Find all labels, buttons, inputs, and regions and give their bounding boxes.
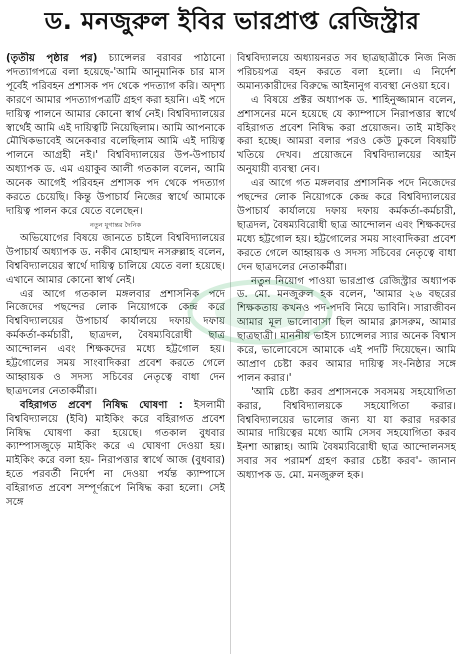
paragraph-text: চ্যান্সেলর বরাবর পাঠানো পদত্যাগপত্রে বলা হয়েছে-'আমি আনুমানিক চার মাস পূর্বেই পরিবহন প্রশাসক পদ থেকে পদত্যাগ করি। অদৃশ্য কারণে আমার পদত্যাগপত্রটি গ্রহণ করা হয়নি। এই পদে দায়িত্ব পালনে আমার কোনো স্বার্থ নেই। বিশ্ববিদ্যালয়ের স্বার্থেই আমি এই দায়িত্বটি নিয়েছিলাম। আমি আপনাকে মৌখিকভাবেই অনেকবার বলেছিলাম আমি এই দায়িত্ব পালনে আগ্রহী নই।' বিশ্ববিদ্যালয়ের উপ-উপাচার্য অধ্যাপক ড. এম এয়াকুব আলী গতকাল বলেন, আমি অনেক আগেই পরিবহন প্রশাসক পদ থেকে পদত্যাগ করতে চেয়েছি। কিন্তু উপাচার্য নিজের স্বার্থে আমাকে দায়িত্ব পালন করে যেতে বলেছেন। [6, 53, 225, 217]
continuation-marker: (তৃতীয় পৃষ্ঠার পর) [6, 53, 98, 64]
paragraph: অভিযোগের বিষয়ে জানতে চাইলে বিশ্ববিদ্যালয়ের উপাচার্য অধ্যাপক ড. নকীব মোহাম্মদ নসরুল্লাহ বলেন, বিশ্ববিদ্যালয়ের স্বার্থে দায়িত্ব চালিয়ে যেতে বলা হয়েছে। এখানে আমার কোনো স্বার্থ নেই। [6, 232, 225, 286]
paragraph: 'আমি চেষ্টা করব প্রশাসনকে সবসময় সহযোগিতা করার, বিশ্ববিদ্যালয়কে সহযোগিতা করার। বিশ্ববিদ্যালয়ের ভালোর জন্য যা যা করার দরকার আমার দায়িত্বের মধ্যে আমি সেসব সহযোগিতা করব ইনশা আল্লাহ। আমি বৈষম্যবিরোধী ছাত্র আন্দোলনসহ সবার সব পরামর্শ গ্রহণ করার চেষ্টা করব'- জানান অধ্যাপক ড. মো. মনজুরুল হক। [237, 386, 456, 482]
subheading: বহিরাগত প্রবেশ নিষিদ্ধ ঘোষণা : [20, 399, 183, 411]
image-credit: নতুন যুগান্তর দৈনিক [89, 220, 142, 229]
paragraph [6, 52, 225, 219]
headline: ড. মনজুরুল ইবির ভারপ্রাপ্ত রেজিস্ট্রার [44, 7, 420, 35]
paragraph: নতুন নিয়োগ পাওয়া ভারপ্রাপ্ত রেজিস্ট্রার অধ্যাপক ড. মো. মনজুরুল হক বলেন, 'আমার ২৬ বছরের শিক্ষকতায় কখনও পদ-পদবি নিয়ে ভাবিনি। সারাজীবন আমার মূল ভালোবাসা ছিল আমার ক্লাসরুম, আমার ছাত্রছাত্রী। মাননীয় ভাইস চ্যান্সেলর স্যার অনেক বিশ্বাস করে, ভালোবেসে আমাকে এই পদটি দিয়েছেন। আমি আপ্রাণ চেষ্টা করব আমার দায়িত্ব সং-নিষ্ঠার সঙ্গে পালন করার।' [237, 275, 456, 384]
article-column-right [237, 52, 456, 656]
column-divider [230, 54, 231, 654]
paragraph: বিশ্ববিদ্যালয়ে অধ্যায়নরত সব ছাত্রছাত্রীকে নিজ নিজ পরিচয়পত্র বহন করতে বলা হলো। এ নির্দেশ অমান্যকারীদের বিরুদ্ধে আইনানুগ ব্যবস্থা নেওয়া হবে। [237, 53, 456, 92]
paragraph [6, 399, 225, 510]
paragraph: এর আগে গতকাল মঙ্গলবার প্রশাসনিক পদে নিজেদের পছন্দের লোক নিয়োগকে কেন্দ্র করে বিশ্ববিদ্যালয়ের উপাচার্য কার্যালয়ে দফায় দফায় কর্মকর্তা-কর্মচারী, ছাত্রদল, বৈষম্যবিরোধী ছাত্র আন্দোলন এবং শিক্ষকদের মধ্যে হট্টগোল হয়। হট্টগোলের সময় সাংবাদিকরা প্রবেশ করতে গেলে আহ্বায়ক ও সদস্য সচিবের নেতৃত্বে বাধা দেন ছাত্রদলের নেতাকর্মীরা। [6, 288, 225, 397]
paragraph: এ বিষয়ে প্রক্টর অধ্যাপক ড. শাহিনুজ্জামান বলেন, প্রশাসনের মনে হয়েছে যে ক্যাম্পাসে নিরাপত্তার স্বার্থে বহিরাগত প্রবেশ নিষিদ্ধ করা প্রয়োজন। তাই মাইকিং করা হচ্ছে। আমরা বলার পরও কেউ ঢুকলে বিষয়টি খতিয়ে দেখব। প্রয়োজনে বিশ্ববিদ্যালয়ের আইন অনুযায়ী ব্যবস্থা নেব। [237, 94, 456, 176]
paragraph: এর আগে গত মঙ্গলবার প্রশাসনিক পদে নিজেদের পছন্দের লোক নিয়োগকে কেন্দ্র করে বিশ্ববিদ্যালয়ের উপাচার্য কার্যালয়ে দফায় দফায় কর্মকর্তা-কর্মচারী, ছাত্রদল, বৈষম্যবিরোধী ছাত্র আন্দোলন এবং শিক্ষকদের মধ্যে হট্টগোল হয়। হট্টগোলের সময় সাংবাদিকরা প্রবেশ করতে গেলে আহ্বায়ক ও সদস্য সচিবের নেতৃত্বে বাধা দেন ছাত্রদলের নেতাকর্মীরা। [237, 178, 456, 273]
paragraph-text: ইসলামী বিশ্ববিদ্যালয়ে (ইবি) মাইকিং করে বহিরাগত প্রবেশ নিষিদ্ধ ঘোষণা করা হয়েছে। গতকাল বুধবার ক্যাম্পাসজুড়ে মাইকিং করে এ ঘোষণা দেওয়া হয়। মাইকিং করে বলা হয়- নিরাপত্তার স্বার্থে আজ (বুধবার) হতে পরবর্তী নির্দেশ না দেওয়া পর্যন্ত ক্যাম্পাসে বহিরাগত প্রবেশ সম্পূর্ণরূপে নিষিদ্ধ করা হলো। সেই সঙ্গে [6, 399, 225, 509]
article-column-left [6, 52, 225, 656]
